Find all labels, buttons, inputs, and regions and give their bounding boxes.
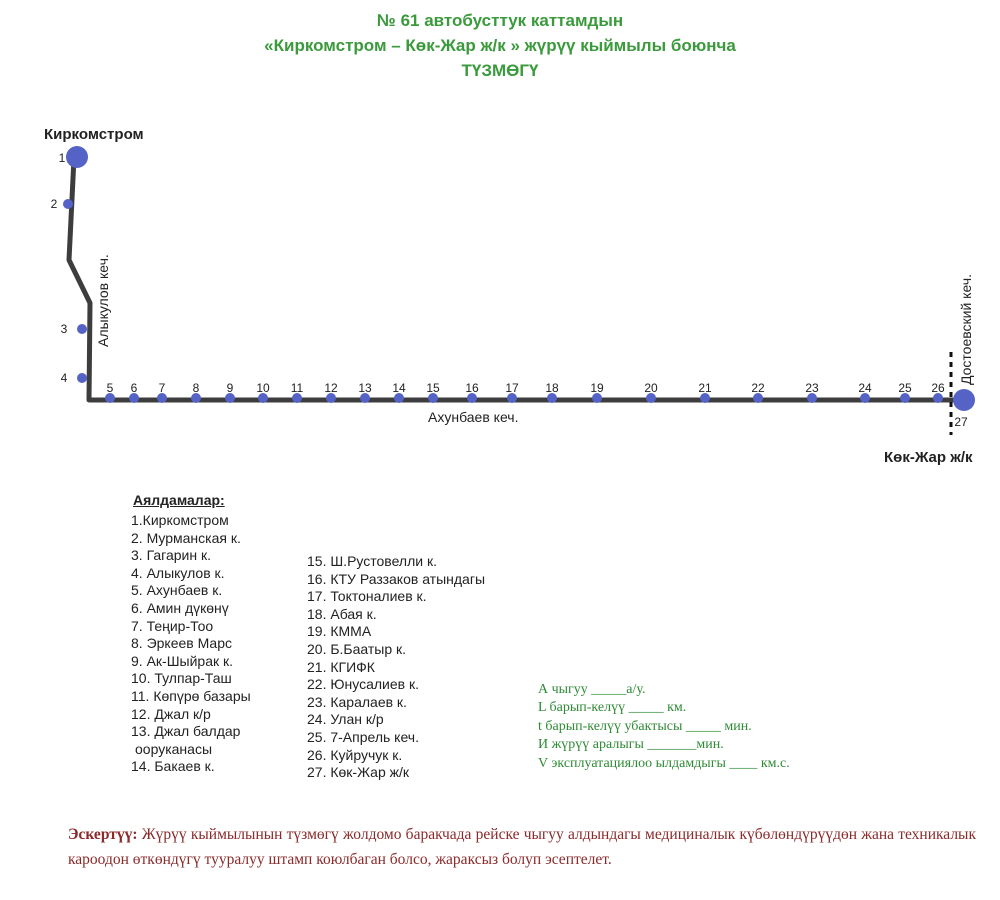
stop-number-17: 17 (505, 381, 519, 395)
stop-number-24: 24 (858, 381, 872, 395)
parameter-item: t барып-келүү убактысы _____ мин. (538, 718, 752, 734)
title-line-3: ТҮЗМӨГҮ (461, 61, 539, 80)
start-terminal-label: Киркомстром (44, 126, 144, 143)
note-text: Жүрүү кыймылынын түзмөгү жолдомо баракчада рейске чыгуу алдындагы медициналык күбөлөндүрүүдөн жана техникалык кароодон өткөндүгү тууралуу штамп коюлбаган болсо, жараксыз болуп эсептелет. (68, 826, 976, 868)
stop-number-10: 10 (256, 381, 270, 395)
stop-number-8: 8 (192, 381, 200, 395)
stop-list-item: 6. Амин дүкөнү (131, 599, 229, 616)
stop-number-6: 6 (130, 381, 138, 395)
stop-number-21: 21 (698, 381, 712, 395)
stop-list-item: 7. Теңир-Тоо (131, 617, 214, 634)
title-line-1: № 61 автобусттук каттамдын (376, 11, 624, 30)
stop-number-3: 3 (60, 322, 68, 336)
stop-number-27: 27 (954, 415, 968, 429)
title-line-2: «Киркомстром – Көк-Жар ж/к » жүрүү кыймылы боюнча (264, 36, 736, 55)
stop-number-14: 14 (392, 381, 406, 395)
stop-number-5: 5 (106, 381, 114, 395)
stop-number-25: 25 (898, 381, 912, 395)
stop-list-item: 18. Абая к. (307, 605, 377, 622)
route-path (69, 158, 963, 400)
stops-list-column-1 (131, 512, 251, 776)
stop-list-item: 16. КТУ Раззаков атындагы (307, 570, 486, 587)
parameter-item: L барып-келүү _____ км. (538, 700, 687, 716)
stop-list-item: 2. Мурманская к. (131, 529, 241, 546)
stop-marker-2 (63, 199, 73, 209)
stop-number-26: 26 (931, 381, 945, 395)
stop-list-item: 3. Гагарин к. (131, 547, 211, 564)
stop-number-13: 13 (358, 381, 372, 395)
stop-list-item: 11. Көпүрө базары (131, 687, 251, 704)
stops-heading: Аялдамалар: (133, 492, 225, 508)
stop-number-18: 18 (545, 381, 559, 395)
stop-number-1: 1 (58, 151, 66, 165)
stop-number-22: 22 (751, 381, 765, 395)
stop-list-item: 14. Бакаев к. (131, 758, 215, 775)
street-label-dostoevsky: Достоевский кеч. (958, 274, 974, 385)
stop-list-item: 22. Юнусалиев к. (307, 676, 419, 693)
route-parameters (538, 681, 790, 773)
stop-list-item: 25. 7-Апрель кеч. (307, 728, 419, 745)
stop-number-20: 20 (644, 381, 658, 395)
street-label-akhunbaev: Ахунбаев кеч. (428, 409, 519, 425)
stop-list-item: 26. Куйручук к. (307, 746, 403, 763)
stop-list-item: 23. Каралаев к. (307, 693, 407, 710)
stop-marker-4 (77, 373, 87, 383)
stop-list-item: 8. Эркеев Марс (131, 635, 232, 652)
stop-list-item: 12. Джал к/р (131, 705, 211, 722)
street-label-alykulov: Алыкулов кеч. (95, 254, 111, 347)
stop-marker-3 (77, 324, 87, 334)
stop-number-19: 19 (590, 381, 604, 395)
stop-number-15: 15 (426, 381, 440, 395)
stop-number-9: 9 (226, 381, 234, 395)
stop-number-4: 4 (60, 371, 68, 385)
stop-list-item: 10. Тулпар-Таш (131, 670, 232, 687)
stop-list-item: 21. КГИФК (307, 658, 375, 675)
note-label: Эскертүү: (68, 826, 138, 843)
stop-marker-1 (66, 146, 88, 168)
stop-marker-27 (953, 389, 975, 411)
stop-list-item: 13. Джал балдар (131, 723, 241, 740)
stop-list-item: 4. Алыкулов к. (131, 564, 225, 581)
stop-number-11: 11 (290, 381, 304, 395)
stop-list-item: ооруканасы (135, 740, 212, 757)
end-terminal-label: Көк-Жар ж/к (884, 449, 973, 466)
stop-list-item: 27. Көк-Жар ж/к (307, 764, 410, 781)
stop-list-item: 9. Ак-Шыйрак к. (131, 652, 234, 669)
stop-list-item: 19. КММА (307, 623, 372, 640)
stop-list-item: 5. Ахунбаев к. (131, 582, 223, 599)
parameter-item: V эксплуатациялоо ылдамдыгы ____ км.с. (538, 755, 790, 771)
note (68, 822, 976, 872)
stop-number-23: 23 (805, 381, 819, 395)
parameter-item: И жүрүү аралыгы _______мин. (538, 737, 724, 753)
stop-list-item: 15. Ш.Рустовелли к. (307, 553, 437, 569)
stop-number-12: 12 (324, 381, 338, 395)
parameter-item: А чыгуу _____а/у. (538, 682, 646, 697)
stop-list-item: 1.Киркомстром (131, 512, 229, 528)
stop-number-7: 7 (158, 381, 166, 395)
stop-number-16: 16 (465, 381, 479, 395)
stop-number-2: 2 (50, 197, 58, 211)
route-stops (51, 146, 975, 429)
stop-list-item: 20. Б.Баатыр к. (307, 640, 407, 657)
stop-list-item: 17. Токтоналиев к. (307, 588, 427, 605)
stop-list-item: 24. Улан к/р (307, 711, 384, 728)
stops-list-column-2 (307, 553, 485, 782)
